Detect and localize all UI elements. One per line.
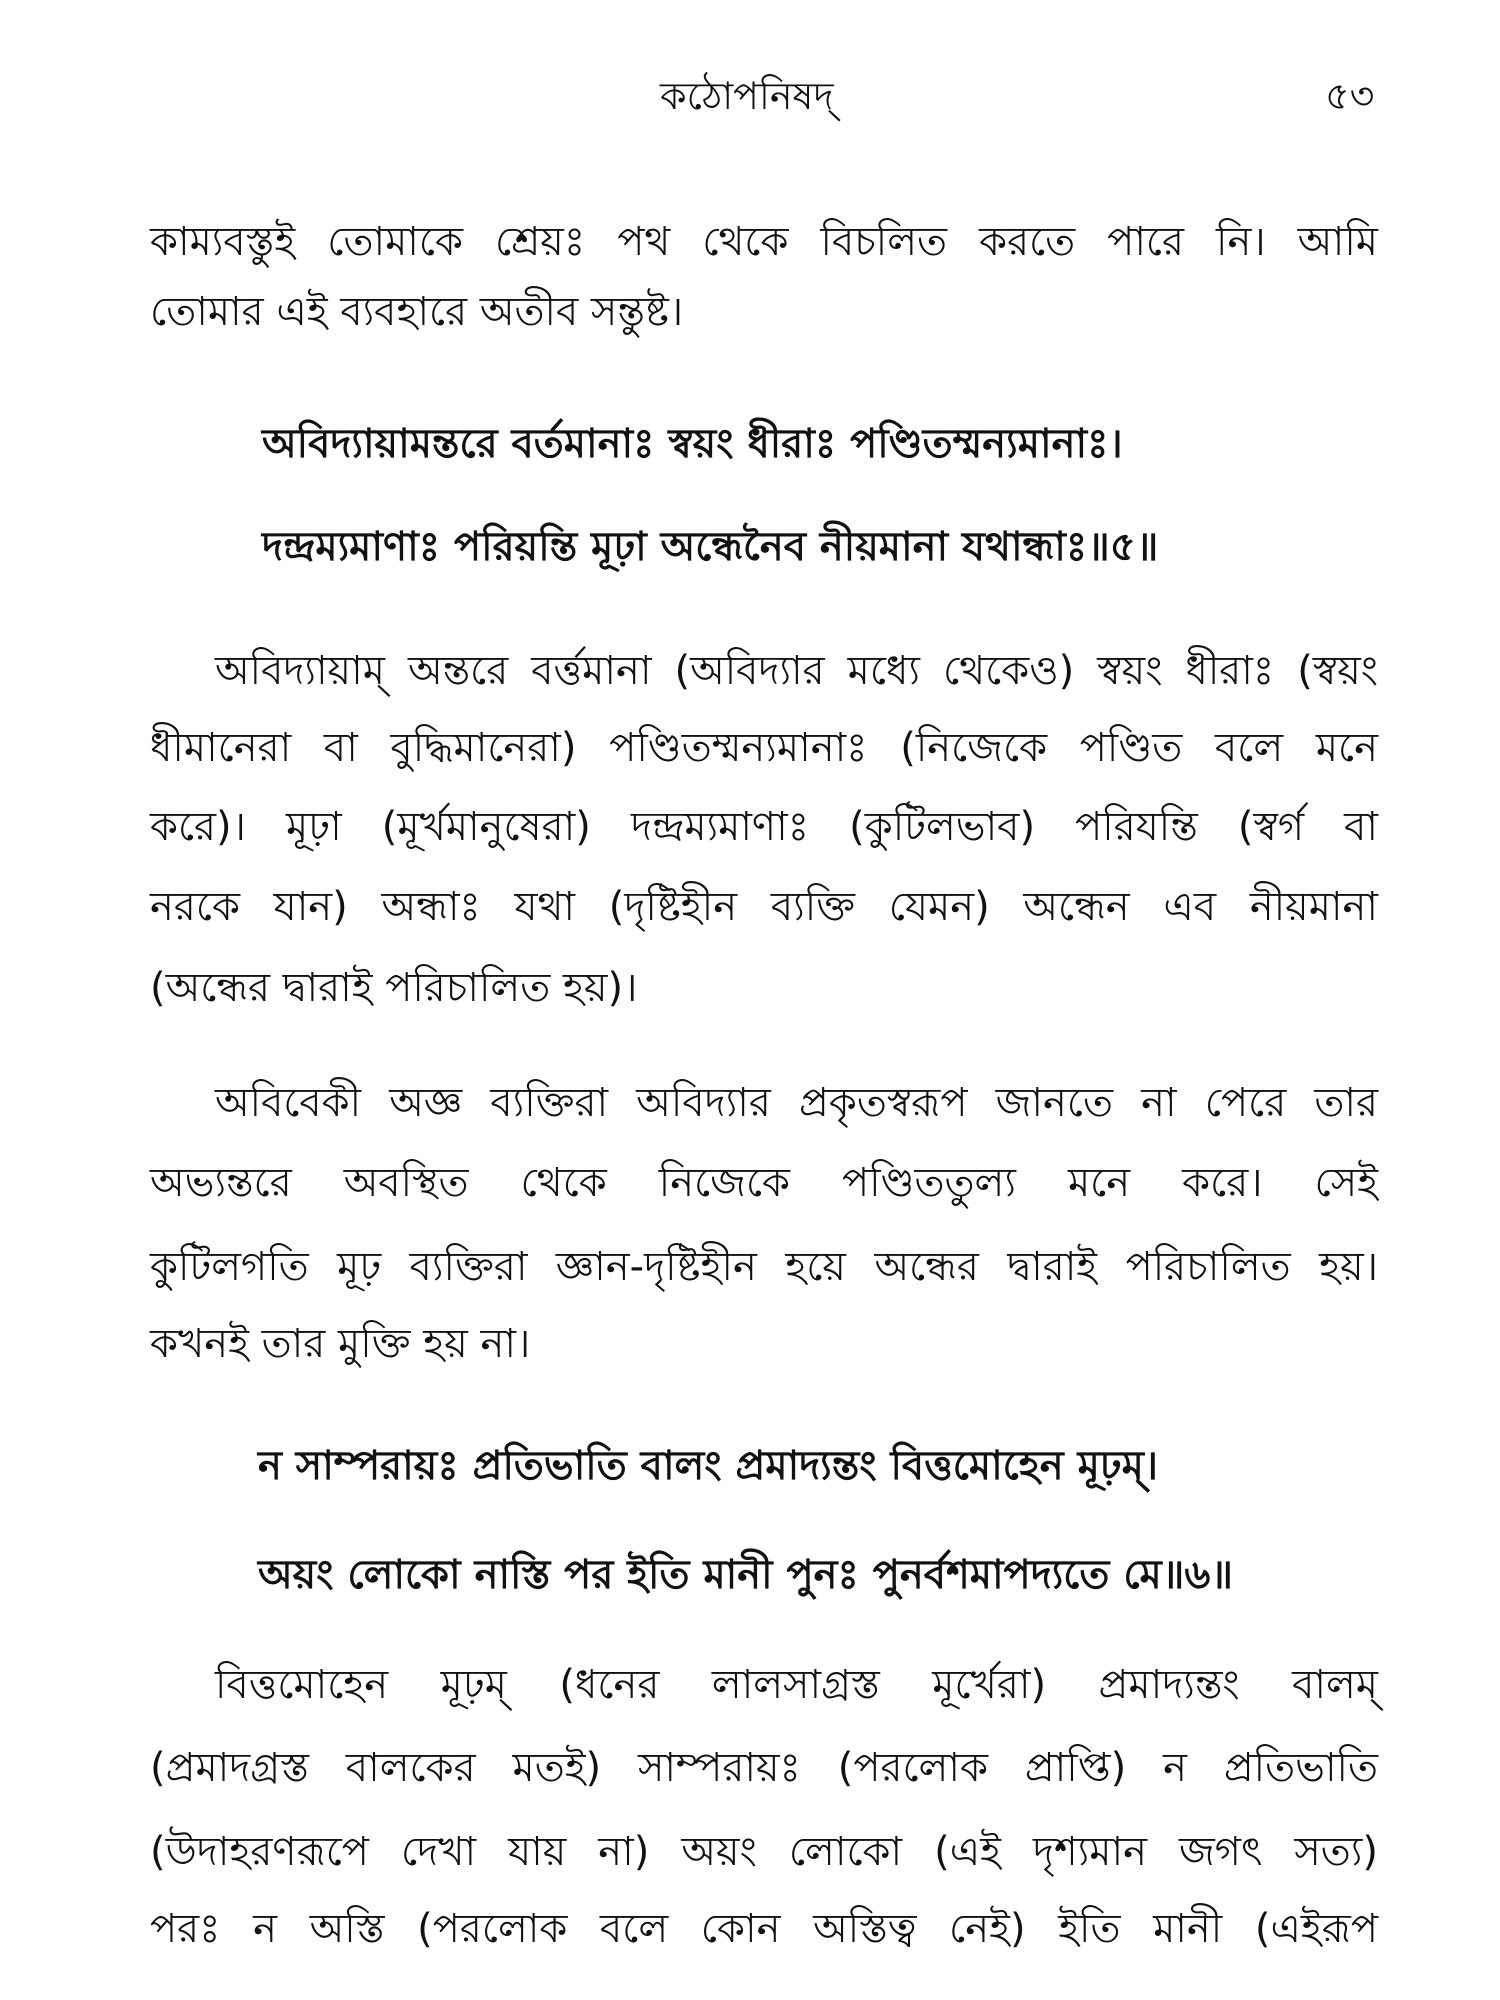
text-line: ধীমানেরা বা বুদ্ধিমানেরা) পণ্ডিতম্মন্যমানাঃ (নিজেকে পণ্ডিত বলে মনে: [150, 725, 1378, 771]
verse-line: দন্দ্রম্যমাণাঃ পরিয়ন্তি মূঢ়া অন্ধেনৈব নীয়মানা যথান্ধাঃ॥৫॥: [262, 524, 1159, 570]
page-number: ৫৩: [1325, 74, 1375, 118]
text-line: অবিদ্যায়াম্ অন্তরে বর্ত্তমানা (অবিদ্যার মধ্যে থেকেও) স্বয়ং ধীরাঃ (স্বয়ং: [215, 648, 1378, 694]
verse-line: ন সাম্পরায়ঃ প্রতিভাতি বালং প্রমাদ্যন্তং বিত্তমোহেন মূঢ়ম্।: [258, 1443, 1159, 1489]
text-line: বিত্তমোহেন মূঢ়ম্ (ধনের লালসাগ্রস্ত মূর্খেরা) প্রমাদ্যন্তং বালম্: [215, 1662, 1378, 1708]
text-line: তোমার এই ব্যবহারে অতীব সন্তুষ্ট।: [150, 289, 684, 335]
text-line: (অন্ধের দ্বারাই পরিচালিত হয়)।: [150, 965, 638, 1011]
text-line: অভ্যন্তরে অবস্থিত থেকে নিজেকে পণ্ডিততুল্য মনে করে। সেই: [150, 1160, 1378, 1206]
verse-line: অবিদ্যায়ামন্তরে বর্তমানাঃ স্বয়ং ধীরাঃ পণ্ডিতম্মন্যমানাঃ।: [262, 421, 1123, 467]
verse-line: অয়ং লোকো নাস্তি পর ইতি মানী পুনঃ পুনর্বশমাপদ্যতে মে॥৬॥: [258, 1552, 1234, 1598]
text-line: নরকে যান) অন্ধাঃ যথা (দৃষ্টিহীন ব্যক্তি যেমন) অন্ধেন এব নীয়মানা: [150, 884, 1378, 930]
text-line: (উদাহরণরূপে দেখা যায় না) অয়ং লোকো (এই দৃশ্যমান জগৎ সত্য): [150, 1829, 1378, 1875]
text-line: (প্রমাদগ্রস্ত বালকের মতই) সাম্পরায়ঃ (পরলোক প্রাপ্তি) ন প্রতিভাতি: [150, 1745, 1378, 1791]
text-line: কাম্যবস্তুই তোমাকে শ্রেয়ঃ পথ থেকে বিচলিত করতে পারে নি। আমি: [150, 219, 1378, 265]
text-line: কখনই তার মুক্তি হয় না।: [150, 1321, 531, 1367]
text-line: অবিবেকী অজ্ঞ ব্যক্তিরা অবিদ্যার প্রকৃতস্বরূপ জানতে না পেরে তার: [215, 1080, 1378, 1126]
text-line: পরঃ ন অস্তি (পরলোক বলে কোন অস্তিত্ব নেই) ইতি মানী (এইরূপ: [150, 1906, 1378, 1952]
running-title: কঠোপনিষদ্: [660, 74, 834, 118]
text-line: করে)। মূঢ়া (মূর্খমানুষেরা) দন্দ্রম্যমাণাঃ (কুটিলভাব) পরিযন্তি (স্বর্গ বা: [150, 804, 1378, 850]
text-line: কুটিলগতি মূঢ় ব্যক্তিরা জ্ঞান-দৃষ্টিহীন হয়ে অন্ধের দ্বারাই পরিচালিত হয়।: [150, 1244, 1378, 1290]
